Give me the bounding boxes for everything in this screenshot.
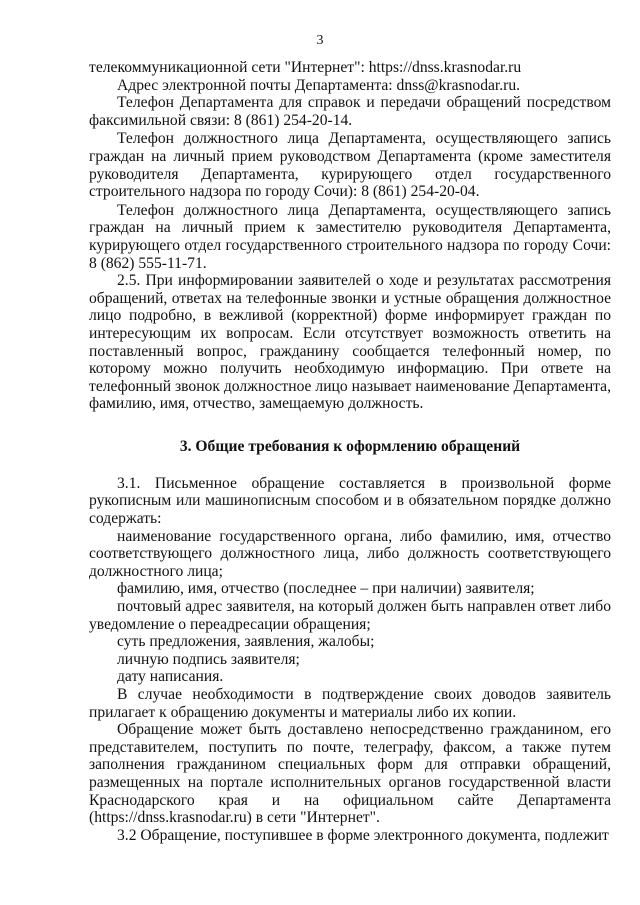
paragraph-3-1: 3.1. Письменное обращение составляется в произвольной форме рукописным или машинописным способом и в обязательном порядке должно содержать: bbox=[89, 474, 611, 528]
paragraph-fax-phone: Телефон Департамента для справок и передачи обращений посредством факсимильной связи: 8 (861) 254-20-14. bbox=[89, 94, 611, 129]
list-item-authority: наименование государственного органа, либо фамилию, имя, отчество соответствующего должностного лица, либо должность соответствующего должностного лица; bbox=[89, 527, 611, 580]
document-body bbox=[89, 59, 611, 844]
paragraph-delivery: Обращение может быть доставлено непосредственно гражданином, его представителем, поступить по почте, телеграфу, факсом, а также путем заполнения гражданином специальных форм для отправки обращений, размещенных на портале исполнительных органов государственной власти Краснодарского края и на официальном сайте Департамента (https://dnss.krasnodar.ru) в сети "Интернет". bbox=[89, 721, 611, 827]
list-item-date: дату написания. bbox=[117, 668, 224, 686]
list-item-name: фамилию, имя, отчество (последнее – при наличии) заявителя; bbox=[117, 580, 535, 598]
page-number: 3 bbox=[316, 33, 324, 48]
list-item-signature: личную подпись заявителя; bbox=[117, 650, 300, 668]
paragraph-attachments: В случае необходимости в подтверждение своих доводов заявитель прилагает к обращению документы и материалы либо их копии. bbox=[89, 686, 611, 721]
list-item-address: почтовый адрес заявителя, на который должен быть направлен ответ либо уведомление о переадресации обращения; bbox=[89, 598, 611, 633]
paragraph-website: телекоммуникационной сети "Интернет": https://dnss.krasnodar.ru bbox=[89, 59, 522, 76]
paragraph-sochi-phone: Телефон должностного лица Департамента, осуществляющего запись граждан на личный прием к заместителю руководителя Департамента, курирующего отдел государственного строительного надзора по городу Сочи: 8 (862) 555-11-71. bbox=[89, 201, 611, 272]
list-item-essence: суть предложения, заявления, жалобы; bbox=[117, 633, 375, 651]
paragraph-reception-phone: Телефон должностного лица Департамента, осуществляющего запись граждан на личный прием руководством Департамента (кроме заместителя руководителя Департамента, курирующего отдел государственного строительного надзора по городу Сочи): 8 (861) 254-20-04. bbox=[89, 130, 611, 201]
paragraph-3-2: 3.2 Обращение, поступившее в форме электронного документа, подлежит bbox=[117, 826, 609, 844]
paragraph-2-5: 2.5. При информировании заявителей о ходе и результатах рассмотрения обращений, ответах на телефонные звонки и устные обращения должностное лицо подробно, в вежливой (корректной) форме информирует граждан по интересующим их вопросам. Если отсутствует возможность ответить на поставленный вопрос, гражданину сообщается телефонный номер, по которому можно получить необходимую информацию. При ответе на телефонный звонок должностное лицо называет наименование Департамента, фамилию, имя, отчество, замещаемую должность. bbox=[89, 272, 611, 413]
paragraph-email: Адрес электронной почты Департамента: dnss@krasnodar.ru. bbox=[117, 76, 521, 94]
section-heading-3: 3. Общие требования к оформлению обращений bbox=[179, 437, 521, 455]
